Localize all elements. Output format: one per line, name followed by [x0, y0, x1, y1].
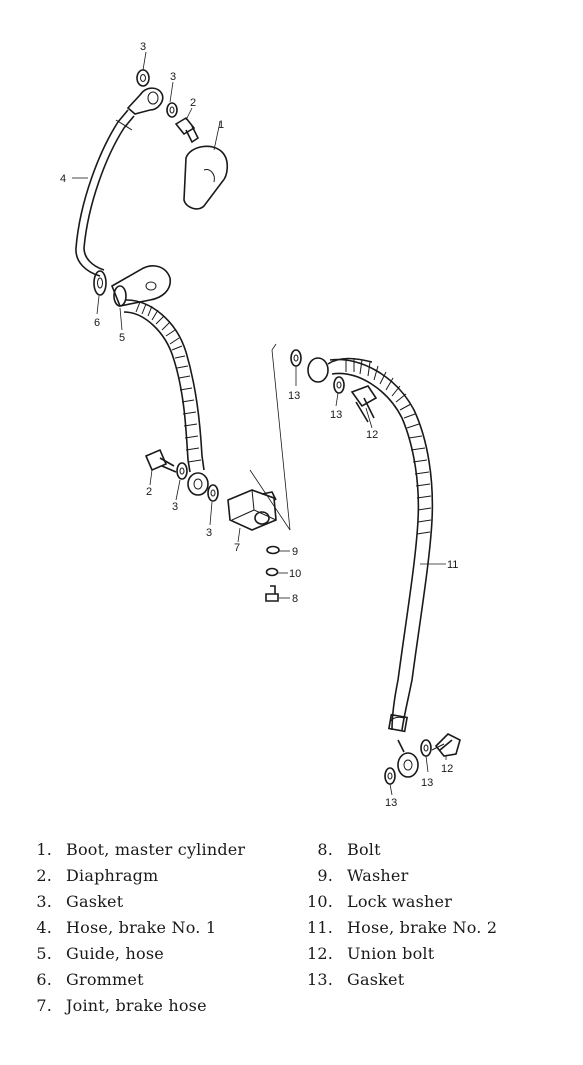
diaphragm-part: [176, 118, 194, 134]
bolt-part: [266, 586, 278, 601]
legend-item: [18, 866, 245, 892]
legend-label: Washer: [347, 866, 409, 885]
legend-item: [18, 892, 245, 918]
gasket-part: [291, 350, 301, 366]
gasket-part: [208, 485, 218, 501]
legend-item: [287, 840, 497, 866]
legend-label: Joint, brake hose: [66, 996, 207, 1015]
callout-10: 10: [289, 568, 302, 580]
legend-column-right: [287, 840, 497, 996]
legend-label: Gasket: [66, 892, 124, 911]
gasket-part: [334, 377, 344, 393]
legend-item: [287, 866, 497, 892]
callout-3: 3: [172, 501, 179, 513]
lock-washer-part: [267, 569, 278, 576]
gasket-part: [385, 768, 395, 784]
grommet-part: [94, 271, 106, 295]
legend-label: Guide, hose: [66, 944, 164, 963]
legend-number: 7.: [36, 996, 52, 1015]
callout-3: 3: [206, 527, 213, 539]
gasket-part: [167, 103, 177, 117]
callout-3: 3: [170, 71, 177, 83]
callout-1: 1: [218, 119, 225, 131]
legend-number: 11.: [306, 918, 333, 937]
callout-12: 12: [366, 429, 379, 441]
callout-13: 13: [330, 409, 343, 421]
callout-7: 7: [234, 542, 241, 554]
legend-item: [18, 996, 245, 1022]
legend-item: [287, 944, 497, 970]
legend-label: Union bolt: [347, 944, 435, 963]
callout-2: 2: [190, 97, 197, 109]
gasket-part: [137, 70, 149, 86]
legend-number: 3.: [36, 892, 52, 911]
gasket-part: [421, 740, 431, 756]
legend-label: Hose, brake No. 1: [66, 918, 217, 937]
callout-12: 12: [441, 763, 454, 775]
brake-hose-joint: [228, 490, 276, 530]
legend-number: 12.: [306, 944, 333, 963]
legend-item: [18, 840, 245, 866]
washer-part: [267, 547, 279, 554]
callout-3: 3: [140, 41, 147, 53]
union-bolt-part: [436, 734, 460, 756]
legend-label: Bolt: [347, 840, 381, 859]
legend-column-left: [18, 840, 245, 1022]
parts-legend: [0, 840, 583, 1060]
legend-label: Hose, brake No. 2: [347, 918, 498, 937]
gasket-part: [177, 463, 187, 479]
legend-item: [18, 918, 245, 944]
legend-number: 4.: [36, 918, 52, 937]
callout-11: 11: [447, 559, 459, 571]
legend-number: 1.: [36, 840, 52, 859]
callout-8: 8: [292, 593, 299, 605]
legend-number: 6.: [36, 970, 52, 989]
callout-13: 13: [288, 390, 301, 402]
callout-4: 4: [60, 173, 67, 185]
callout-6: 6: [94, 317, 101, 329]
callout-5: 5: [119, 332, 126, 344]
legend-number: 5.: [36, 944, 52, 963]
legend-label: Diaphragm: [66, 866, 159, 885]
callout-9: 9: [292, 546, 299, 558]
callout-2: 2: [146, 486, 153, 498]
legend-number: 10.: [306, 892, 333, 911]
legend-number: 8.: [317, 840, 333, 859]
legend-label: Boot, master cylinder: [66, 840, 246, 859]
legend-number: 2.: [36, 866, 52, 885]
legend-item: [18, 970, 245, 996]
callout-13: 13: [421, 777, 434, 789]
legend-label: Gasket: [347, 970, 405, 989]
legend-item: [287, 918, 497, 944]
legend-number: 9.: [317, 866, 333, 885]
legend-item: [18, 944, 245, 970]
callout-13: 13: [385, 797, 398, 809]
brake-hose-no2: [330, 359, 432, 730]
legend-item: [287, 970, 497, 996]
legend-item: [287, 892, 497, 918]
legend-number: 13.: [306, 970, 333, 989]
legend-label: Lock washer: [347, 892, 453, 911]
boot-master-cylinder: [184, 146, 227, 209]
legend-label: Grommet: [66, 970, 144, 989]
union-bolt-part: [352, 386, 376, 422]
